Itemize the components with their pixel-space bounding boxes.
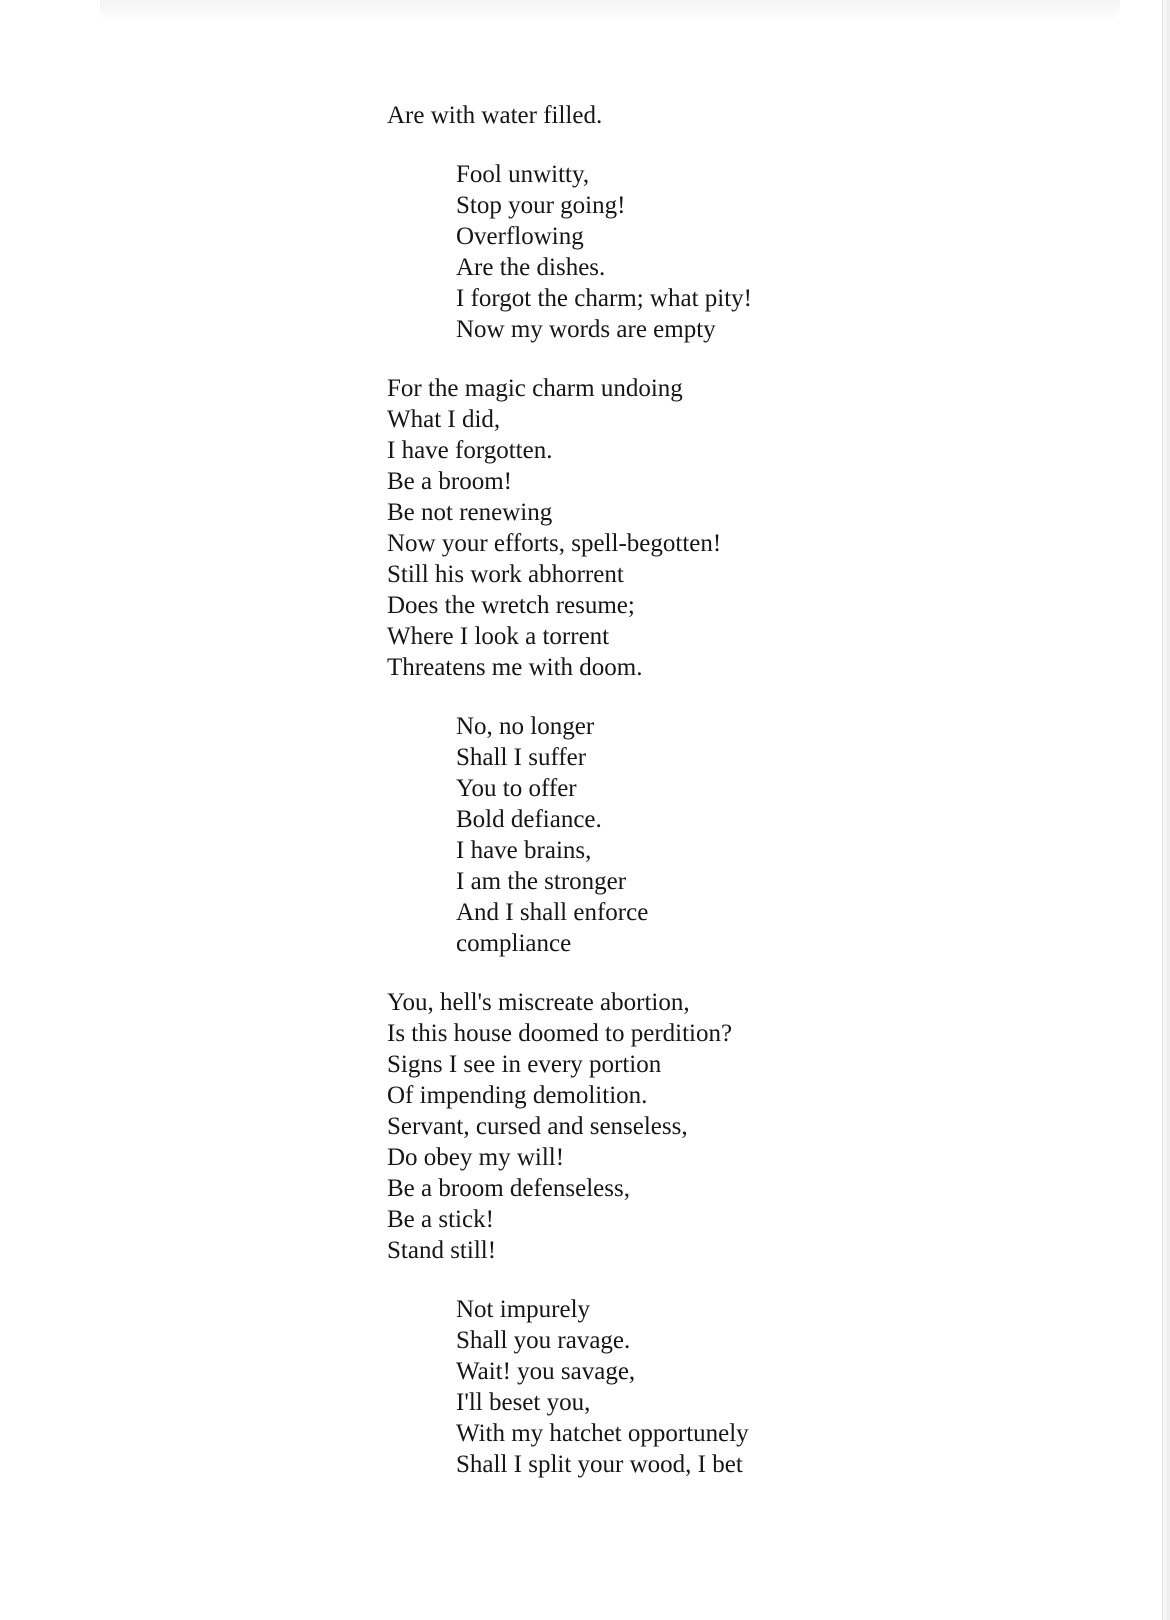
- stanza-3: [387, 373, 947, 683]
- poem-line: Now my words are empty: [456, 316, 716, 343]
- poem-line: Stop your going!: [456, 192, 626, 219]
- poem-line: Wait! you savage,: [456, 1358, 636, 1385]
- poem-line: Not impurely: [456, 1296, 591, 1323]
- stanza-1: [387, 100, 947, 131]
- poem-line: I forgot the charm; what pity!: [456, 285, 752, 312]
- poem-body: [387, 100, 947, 1508]
- poem-line: Stand still!: [387, 1237, 497, 1264]
- stanza-6: [387, 1294, 947, 1480]
- stanza-5: [387, 987, 947, 1266]
- poem-line: I'll beset you,: [456, 1389, 591, 1416]
- poem-line: Where I look a torrent: [387, 623, 610, 650]
- poem-line: Shall I suffer: [456, 744, 587, 771]
- poem-line: I am the stronger: [456, 868, 627, 895]
- poem-line: With my hatchet opportunely: [456, 1420, 749, 1447]
- poem-line: Are the dishes.: [456, 254, 606, 281]
- poem-line: Overflowing: [456, 223, 584, 250]
- poem-line: No, no longer: [456, 713, 595, 740]
- poem-line: Be a broom defenseless,: [387, 1175, 630, 1202]
- poem-line: Bold defiance.: [456, 806, 602, 833]
- poem-line: For the magic charm undoing: [387, 375, 683, 402]
- poem-line: Does the wretch resume;: [387, 592, 635, 619]
- poem-line: compliance: [456, 930, 572, 957]
- poem-line: I have forgotten.: [387, 437, 553, 464]
- poem-line: Do obey my will!: [387, 1144, 565, 1171]
- page-edge: [1162, 0, 1170, 1620]
- poem-line: You, hell's miscreate abortion,: [387, 989, 690, 1016]
- poem-line: And I shall enforce: [456, 899, 649, 926]
- poem-line: Servant, cursed and senseless,: [387, 1113, 688, 1140]
- poem-line: Is this house doomed to perdition?: [387, 1020, 733, 1047]
- poem-line: Threatens me with doom.: [387, 654, 643, 681]
- poem-line: Be a stick!: [387, 1206, 494, 1233]
- poem-line: Signs I see in every portion: [387, 1051, 662, 1078]
- poem-line: Of impending demolition.: [387, 1082, 648, 1109]
- poem-line: Now your efforts, spell-begotten!: [387, 530, 722, 557]
- poem-line: You to offer: [456, 775, 577, 802]
- poem-line: Still his work abhorrent: [387, 561, 624, 588]
- stanza-2: [387, 159, 947, 345]
- poem-line: Shall you ravage.: [456, 1327, 631, 1354]
- poem-line: Be a broom!: [387, 468, 512, 495]
- poem-line: I have brains,: [456, 837, 592, 864]
- poem-line: Shall I split your wood, I bet: [456, 1451, 743, 1478]
- poem-line: Are with water filled.: [387, 102, 603, 129]
- page-top-shadow: [100, 0, 1120, 22]
- stanza-4: [387, 711, 947, 959]
- poem-line: Fool unwitty,: [456, 161, 590, 188]
- poem-line: What I did,: [387, 406, 501, 433]
- poem-line: Be not renewing: [387, 499, 553, 526]
